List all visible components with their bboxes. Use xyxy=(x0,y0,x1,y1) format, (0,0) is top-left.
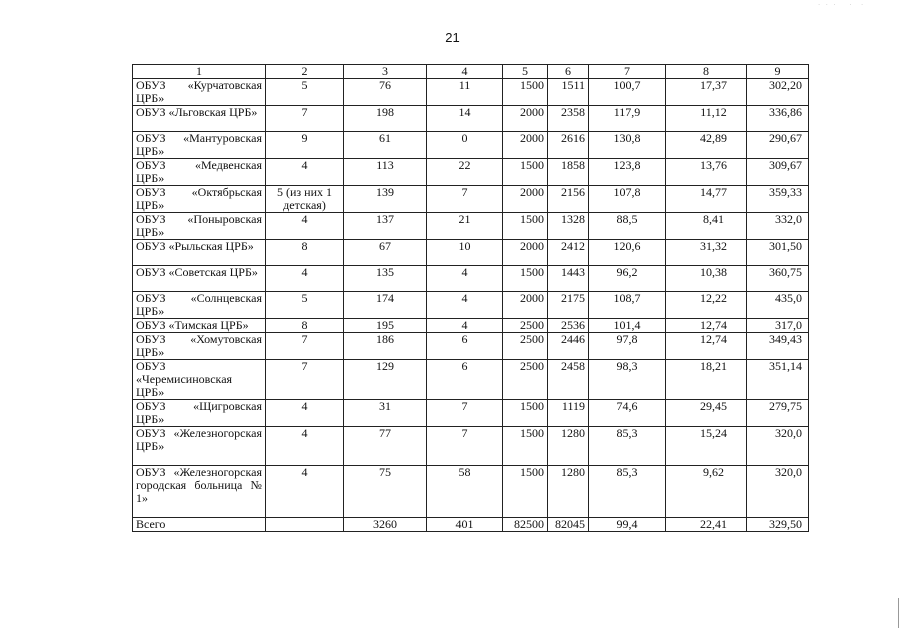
value-cell-col-5: 1500 xyxy=(503,159,548,186)
value-cell-col-7: 97,8 xyxy=(589,333,666,360)
value-cell-col-2: 4 xyxy=(266,159,344,186)
value-cell-col-5: 1500 xyxy=(503,213,548,240)
value-cell-col-9: 435,0 xyxy=(747,292,809,319)
value-cell-col-8: 18,21 xyxy=(666,360,747,400)
value-cell-col-9: 336,86 xyxy=(747,106,809,132)
value-cell-col-8: 8,41 xyxy=(666,213,747,240)
value-cell-col-6: 2412 xyxy=(548,240,589,266)
table-row xyxy=(133,132,809,159)
value-cell-col-4: 14 xyxy=(427,106,503,132)
table-row xyxy=(133,333,809,360)
institution-name-cell: ОБУЗ «Щигровская ЦРБ» xyxy=(133,400,266,427)
value-cell-col-7: 99,4 xyxy=(589,518,666,532)
value-cell-col-9: 359,33 xyxy=(747,186,809,213)
value-cell-col-5: 2000 xyxy=(503,240,548,266)
institution-name-cell: ОБУЗ «Рыльская ЦРБ» xyxy=(133,240,266,266)
value-cell-col-7: 74,6 xyxy=(589,400,666,427)
value-cell-col-9: 329,50 xyxy=(747,518,809,532)
column-number-8: 8 xyxy=(666,65,747,79)
value-cell-col-5: 1500 xyxy=(503,79,548,106)
value-cell-col-3: 75 xyxy=(344,466,427,518)
value-cell-col-6: 82045 xyxy=(548,518,589,532)
institution-name-cell: ОБУЗ «Железногорская ЦРБ» xyxy=(133,427,266,466)
value-cell-col-8: 10,38 xyxy=(666,266,747,292)
value-cell-col-8: 15,24 xyxy=(666,427,747,466)
value-cell-col-5: 82500 xyxy=(503,518,548,532)
value-cell-col-3: 198 xyxy=(344,106,427,132)
value-cell-col-4: 10 xyxy=(427,240,503,266)
value-cell-col-7: 123,8 xyxy=(589,159,666,186)
institution-name-cell: ОБУЗ «Поныровская ЦРБ» xyxy=(133,213,266,240)
table-row xyxy=(133,266,809,292)
value-cell-col-4: 0 xyxy=(427,132,503,159)
institution-name-cell: ОБУЗ «Черемисиновская ЦРБ» xyxy=(133,360,266,400)
value-cell-col-2: 7 xyxy=(266,106,344,132)
value-cell-col-8: 11,12 xyxy=(666,106,747,132)
value-cell-col-2: 4 xyxy=(266,400,344,427)
institution-name-cell: ОБУЗ «Мантуровская ЦРБ» xyxy=(133,132,266,159)
table-row xyxy=(133,292,809,319)
institution-name-cell: ОБУЗ «Советская ЦРБ» xyxy=(133,266,266,292)
value-cell-col-4: 7 xyxy=(427,400,503,427)
value-cell-col-6: 2358 xyxy=(548,106,589,132)
value-cell-col-6: 2458 xyxy=(548,360,589,400)
value-cell-col-6: 1511 xyxy=(548,79,589,106)
value-cell-col-9: 301,50 xyxy=(747,240,809,266)
value-cell-col-2: 4 xyxy=(266,427,344,466)
total-row xyxy=(133,518,809,532)
value-cell-col-2: 8 xyxy=(266,319,344,333)
hospital-statistics-table xyxy=(132,64,809,532)
column-number-6: 6 xyxy=(548,65,589,79)
institution-name-cell: ОБУЗ «Октябрьская ЦРБ» xyxy=(133,186,266,213)
table-row xyxy=(133,240,809,266)
column-number-2: 2 xyxy=(266,65,344,79)
value-cell-col-2: 5 xyxy=(266,79,344,106)
value-cell-col-2: 8 xyxy=(266,240,344,266)
value-cell-col-9: 279,75 xyxy=(747,400,809,427)
value-cell-col-9: 309,67 xyxy=(747,159,809,186)
value-cell-col-3: 129 xyxy=(344,360,427,400)
value-cell-col-2: 4 xyxy=(266,266,344,292)
table-row xyxy=(133,360,809,400)
value-cell-col-9: 290,67 xyxy=(747,132,809,159)
value-cell-col-8: 9,62 xyxy=(666,466,747,518)
table-row xyxy=(133,79,809,106)
value-cell-col-4: 4 xyxy=(427,319,503,333)
value-cell-col-4: 22 xyxy=(427,159,503,186)
value-cell-col-5: 2000 xyxy=(503,186,548,213)
value-cell-col-6: 1443 xyxy=(548,266,589,292)
value-cell-col-5: 2000 xyxy=(503,106,548,132)
value-cell-col-9: 351,14 xyxy=(747,360,809,400)
institution-name-cell: ОБУЗ «Хомутовская ЦРБ» xyxy=(133,333,266,360)
value-cell-col-6: 2446 xyxy=(548,333,589,360)
scan-artifact: · · · · · xyxy=(818,2,865,9)
value-cell-col-8: 42,89 xyxy=(666,132,747,159)
value-cell-col-4: 58 xyxy=(427,466,503,518)
value-cell-col-4: 4 xyxy=(427,266,503,292)
column-number-9: 9 xyxy=(747,65,809,79)
value-cell-col-4: 11 xyxy=(427,79,503,106)
value-cell-col-3: 137 xyxy=(344,213,427,240)
value-cell-col-5: 2500 xyxy=(503,333,548,360)
value-cell-col-2: 4 xyxy=(266,466,344,518)
value-cell-col-2 xyxy=(266,518,344,532)
table-row xyxy=(133,106,809,132)
institution-name-cell: ОБУЗ «Курчатовская ЦРБ» xyxy=(133,79,266,106)
value-cell-col-8: 12,74 xyxy=(666,319,747,333)
value-cell-col-3: 186 xyxy=(344,333,427,360)
value-cell-col-9: 332,0 xyxy=(747,213,809,240)
value-cell-col-6: 1280 xyxy=(548,466,589,518)
value-cell-col-4: 4 xyxy=(427,292,503,319)
value-cell-col-7: 107,8 xyxy=(589,186,666,213)
value-cell-col-8: 31,32 xyxy=(666,240,747,266)
value-cell-col-4: 401 xyxy=(427,518,503,532)
value-cell-col-3: 113 xyxy=(344,159,427,186)
value-cell-col-5: 1500 xyxy=(503,266,548,292)
value-cell-col-7: 130,8 xyxy=(589,132,666,159)
value-cell-col-9: 317,0 xyxy=(747,319,809,333)
value-cell-col-8: 13,76 xyxy=(666,159,747,186)
column-number-1: 1 xyxy=(133,65,266,79)
value-cell-col-6: 2175 xyxy=(548,292,589,319)
scan-margin-line xyxy=(898,598,899,628)
value-cell-col-2: 7 xyxy=(266,360,344,400)
page-number: 21 xyxy=(445,30,460,45)
value-cell-col-2: 5 xyxy=(266,292,344,319)
value-cell-col-5: 1500 xyxy=(503,466,548,518)
institution-name-cell: Всего xyxy=(133,518,266,532)
value-cell-col-8: 17,37 xyxy=(666,79,747,106)
value-cell-col-3: 3260 xyxy=(344,518,427,532)
table-row xyxy=(133,400,809,427)
value-cell-col-8: 12,22 xyxy=(666,292,747,319)
value-cell-col-9: 349,43 xyxy=(747,333,809,360)
value-cell-col-6: 2156 xyxy=(548,186,589,213)
value-cell-col-7: 120,6 xyxy=(589,240,666,266)
value-cell-col-5: 1500 xyxy=(503,400,548,427)
value-cell-col-5: 2000 xyxy=(503,132,548,159)
value-cell-col-5: 2500 xyxy=(503,360,548,400)
value-cell-col-6: 1858 xyxy=(548,159,589,186)
value-cell-col-5: 1500 xyxy=(503,427,548,466)
value-cell-col-4: 7 xyxy=(427,427,503,466)
institution-name-cell: ОБУЗ «Тимская ЦРБ» xyxy=(133,319,266,333)
value-cell-col-4: 7 xyxy=(427,186,503,213)
value-cell-col-5: 2500 xyxy=(503,319,548,333)
table-header-row xyxy=(133,65,809,79)
value-cell-col-6: 1280 xyxy=(548,427,589,466)
value-cell-col-7: 101,4 xyxy=(589,319,666,333)
institution-name-cell: ОБУЗ «Медвенская ЦРБ» xyxy=(133,159,266,186)
value-cell-col-8: 22,41 xyxy=(666,518,747,532)
value-cell-col-3: 67 xyxy=(344,240,427,266)
value-cell-col-6: 2616 xyxy=(548,132,589,159)
value-cell-col-9: 320,0 xyxy=(747,427,809,466)
value-cell-col-4: 6 xyxy=(427,333,503,360)
column-number-7: 7 xyxy=(589,65,666,79)
value-cell-col-7: 85,3 xyxy=(589,466,666,518)
value-cell-col-7: 108,7 xyxy=(589,292,666,319)
value-cell-col-2: 4 xyxy=(266,213,344,240)
value-cell-col-3: 195 xyxy=(344,319,427,333)
value-cell-col-8: 12,74 xyxy=(666,333,747,360)
value-cell-col-3: 61 xyxy=(344,132,427,159)
institution-name-cell: ОБУЗ «Солнцевская ЦРБ» xyxy=(133,292,266,319)
value-cell-col-3: 31 xyxy=(344,400,427,427)
value-cell-col-8: 14,77 xyxy=(666,186,747,213)
value-cell-col-7: 85,3 xyxy=(589,427,666,466)
table-row xyxy=(133,427,809,466)
value-cell-col-4: 21 xyxy=(427,213,503,240)
value-cell-col-5: 2000 xyxy=(503,292,548,319)
value-cell-col-6: 1119 xyxy=(548,400,589,427)
value-cell-col-6: 2536 xyxy=(548,319,589,333)
value-cell-col-7: 100,7 xyxy=(589,79,666,106)
value-cell-col-2: 7 xyxy=(266,333,344,360)
value-cell-col-7: 98,3 xyxy=(589,360,666,400)
column-number-4: 4 xyxy=(427,65,503,79)
institution-name-cell: ОБУЗ «Железногорская городская больница № 1» xyxy=(133,466,266,518)
value-cell-col-3: 174 xyxy=(344,292,427,319)
value-cell-col-7: 88,5 xyxy=(589,213,666,240)
value-cell-col-2: 5 (из них 1 детская) xyxy=(266,186,344,213)
value-cell-col-9: 320,0 xyxy=(747,466,809,518)
value-cell-col-3: 77 xyxy=(344,427,427,466)
value-cell-col-3: 76 xyxy=(344,79,427,106)
table-row xyxy=(133,186,809,213)
table-row xyxy=(133,319,809,333)
value-cell-col-7: 96,2 xyxy=(589,266,666,292)
table-row xyxy=(133,213,809,240)
value-cell-col-9: 360,75 xyxy=(747,266,809,292)
value-cell-col-9: 302,20 xyxy=(747,79,809,106)
value-cell-col-6: 1328 xyxy=(548,213,589,240)
column-number-5: 5 xyxy=(503,65,548,79)
institution-name-cell: ОБУЗ «Льговская ЦРБ» xyxy=(133,106,266,132)
value-cell-col-4: 6 xyxy=(427,360,503,400)
column-number-3: 3 xyxy=(344,65,427,79)
table-row xyxy=(133,159,809,186)
value-cell-col-3: 139 xyxy=(344,186,427,213)
value-cell-col-3: 135 xyxy=(344,266,427,292)
table-row xyxy=(133,466,809,518)
value-cell-col-2: 9 xyxy=(266,132,344,159)
value-cell-col-8: 29,45 xyxy=(666,400,747,427)
value-cell-col-7: 117,9 xyxy=(589,106,666,132)
